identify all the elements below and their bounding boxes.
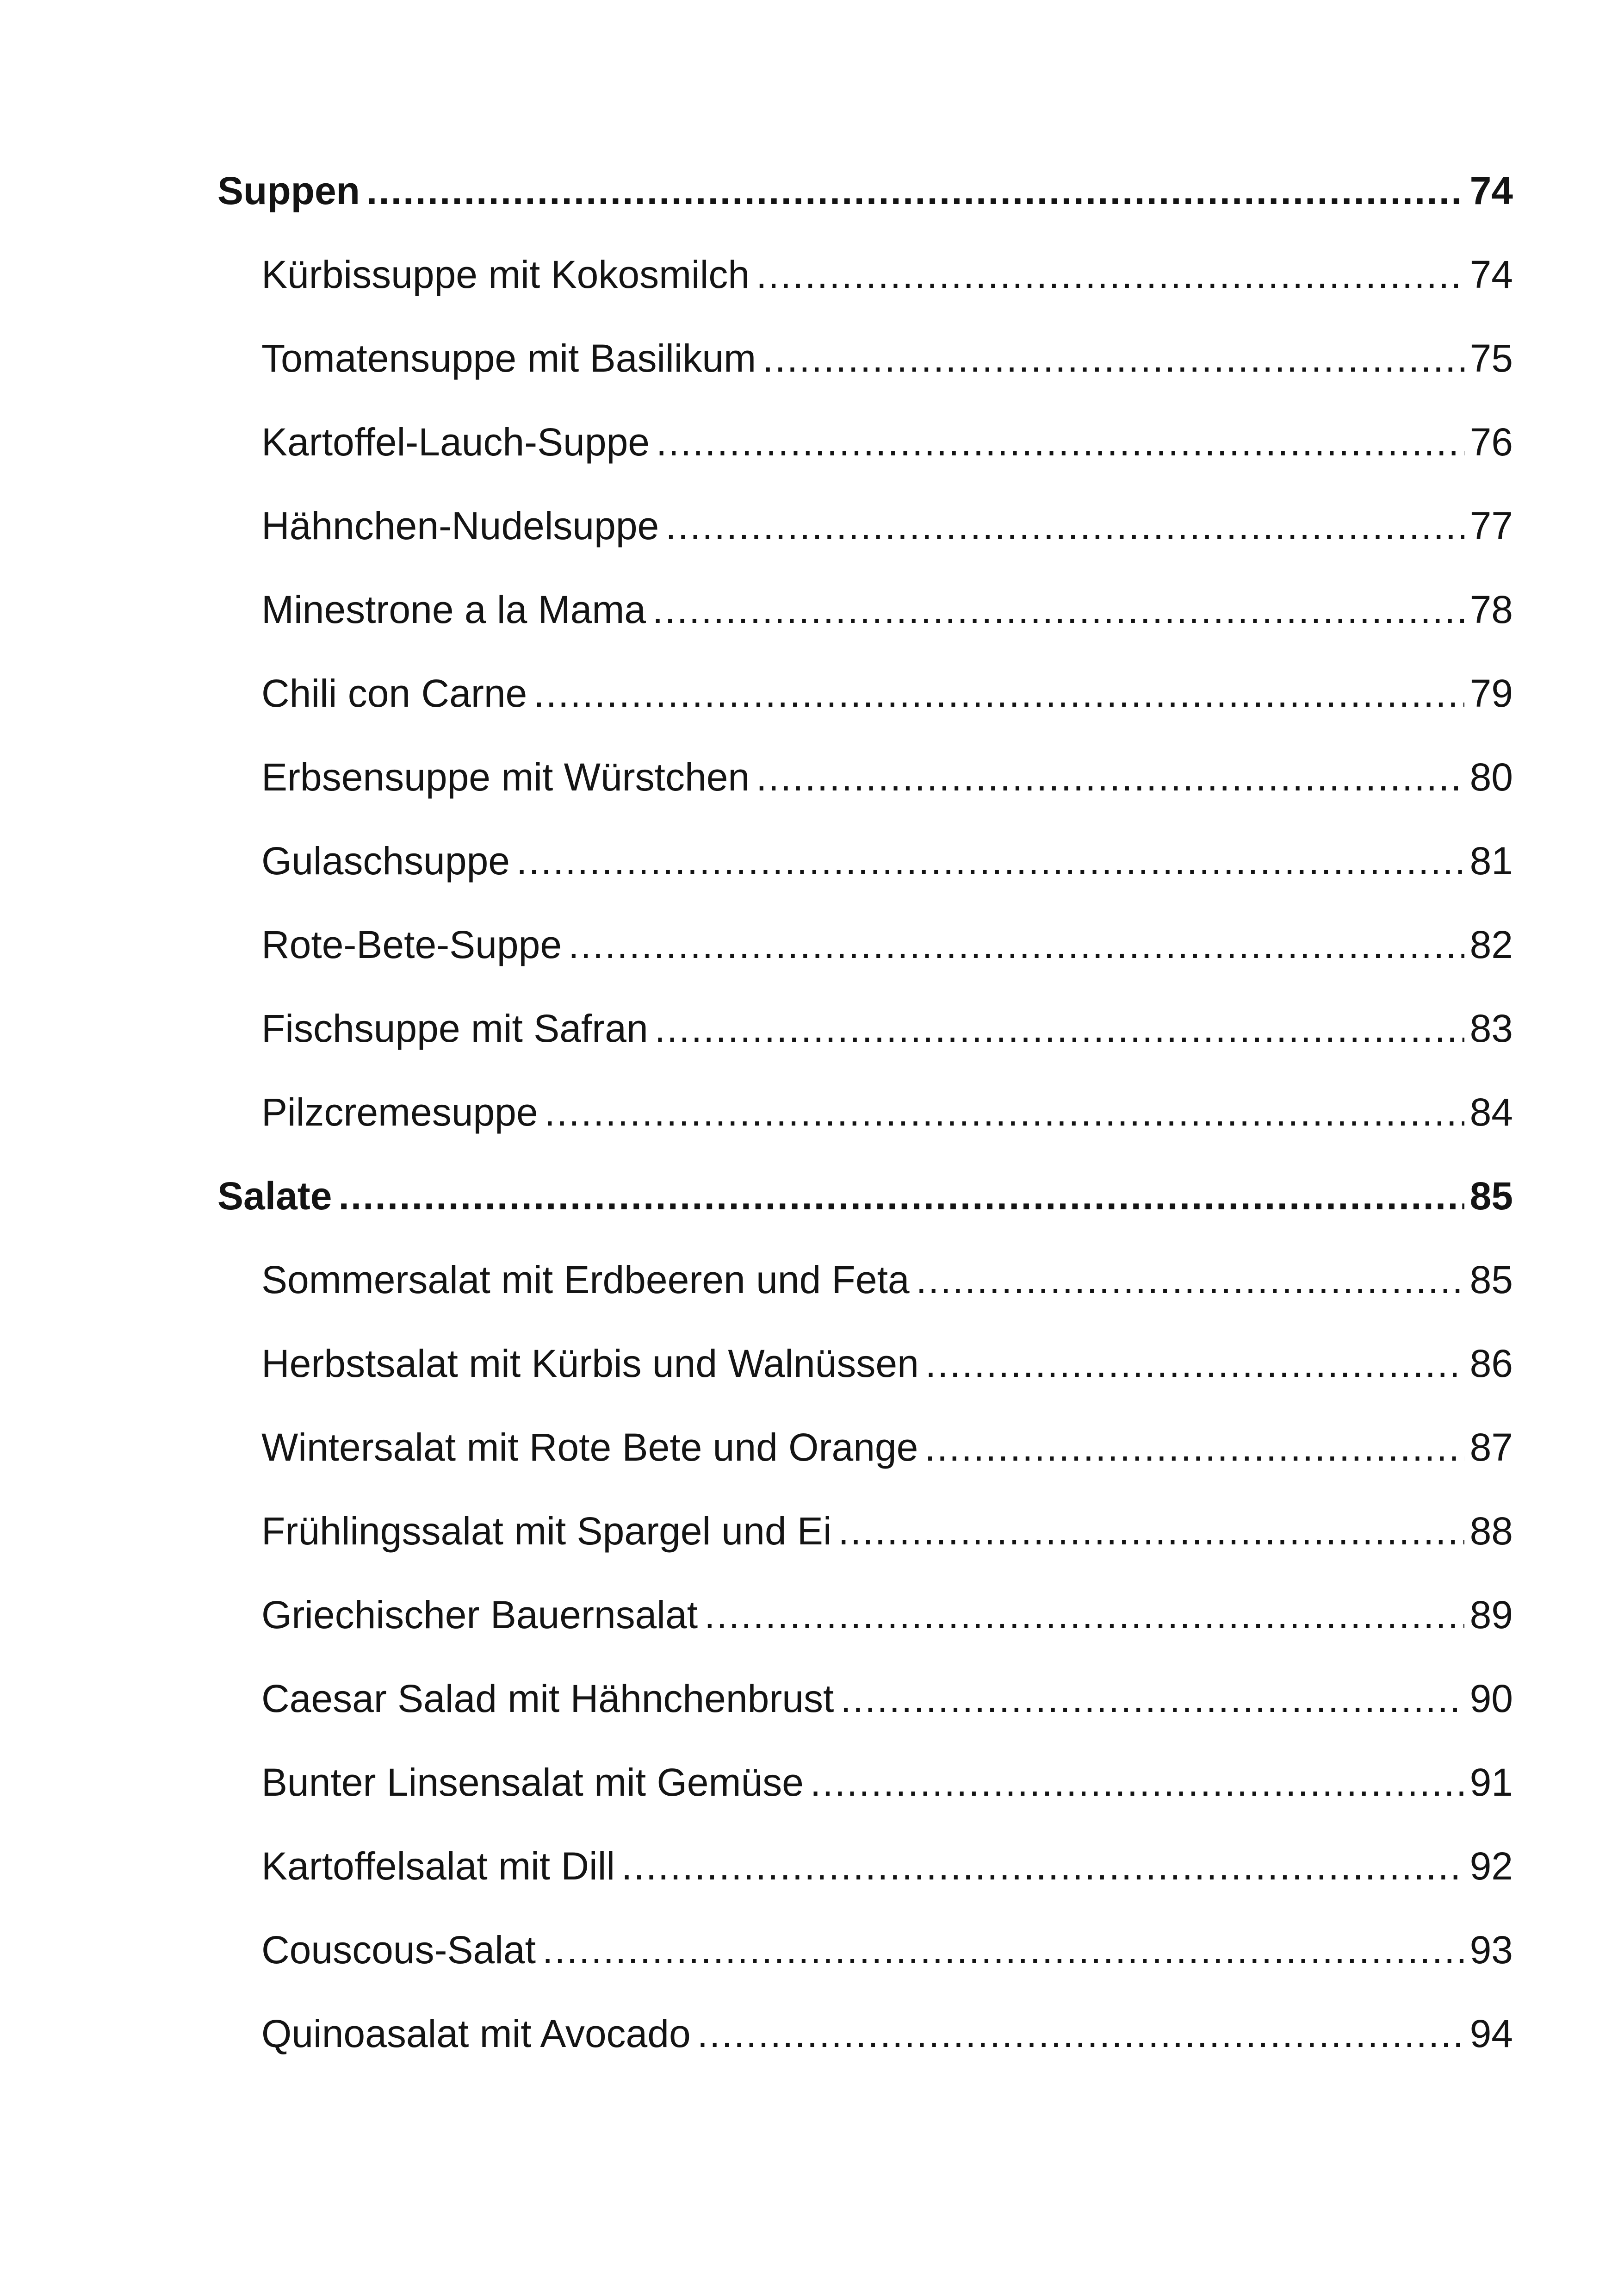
toc-entry[interactable] — [217, 336, 1513, 423]
entry-title: Sommersalat mit Erdbeeren und Feta — [261, 1258, 910, 1301]
toc-entry[interactable] — [217, 1509, 1513, 1595]
toc-entry[interactable] — [217, 674, 1513, 758]
dot-leader — [568, 925, 1464, 964]
entry-title: Hähnchen-Nudelsuppe — [261, 504, 659, 548]
entry-title: Bunter Linsensalat mit Gemüse — [261, 1761, 804, 1804]
table-of-contents — [217, 171, 1513, 2098]
toc-entry[interactable] — [217, 1425, 1513, 1512]
chapter-title: Salate — [217, 1174, 332, 1218]
entry-title: Frühlingssalat mit Spargel und Ei — [261, 1509, 832, 1553]
entry-page-number: 78 — [1469, 588, 1513, 631]
dot-leader — [697, 2014, 1464, 2053]
toc-entry[interactable] — [217, 2014, 1513, 2098]
chapter-page-number: 85 — [1469, 1174, 1513, 1218]
entry-page-number: 81 — [1469, 839, 1513, 883]
entry-page-number: 93 — [1469, 1928, 1513, 1972]
toc-entry[interactable] — [217, 506, 1513, 590]
dot-leader — [756, 758, 1464, 796]
entry-page-number: 77 — [1469, 504, 1513, 548]
entry-title: Couscous-Salat — [261, 1928, 536, 1972]
toc-section-salate — [217, 1176, 1513, 2098]
toc-entry[interactable] — [217, 1595, 1513, 1679]
toc-entry[interactable] — [217, 841, 1513, 925]
entry-page-number: 87 — [1469, 1425, 1513, 1469]
dot-leader — [925, 1344, 1464, 1383]
dot-leader — [838, 1512, 1464, 1550]
toc-chapter-heading[interactable] — [217, 1176, 1513, 1260]
toc-entry[interactable] — [217, 1090, 1513, 1176]
entry-page-number: 84 — [1469, 1090, 1513, 1134]
chapter-title: Suppen — [217, 169, 360, 212]
entry-title: Fischsuppe mit Safran — [261, 1007, 648, 1050]
entry-page-number: 83 — [1469, 1007, 1513, 1050]
toc-entry[interactable] — [217, 925, 1513, 1009]
entry-title: Caesar Salad mit Hähnchenbrust — [261, 1677, 834, 1720]
dot-leader — [652, 590, 1464, 629]
toc-entry[interactable] — [217, 1763, 1513, 1847]
toc-entry[interactable] — [217, 590, 1513, 674]
entry-title: Gulaschsuppe — [261, 839, 510, 883]
entry-title: Kartoffel-Lauch-Suppe — [261, 420, 650, 464]
dot-leader — [924, 1428, 1464, 1467]
dot-leader — [516, 841, 1464, 880]
entry-page-number: 85 — [1469, 1258, 1513, 1301]
entry-page-number: 82 — [1469, 923, 1513, 966]
entry-title: Wintersalat mit Rote Bete und Orange — [261, 1425, 918, 1469]
toc-entry[interactable] — [217, 420, 1513, 506]
entry-page-number: 79 — [1469, 672, 1513, 715]
chapter-page-number: 74 — [1469, 169, 1513, 212]
entry-title: Herbstsalat mit Kürbis und Walnüssen — [261, 1342, 919, 1385]
entry-page-number: 91 — [1469, 1761, 1513, 1804]
toc-entry[interactable] — [217, 755, 1513, 841]
entry-title: Tomatensuppe mit Basilikum — [261, 336, 756, 380]
dot-leader — [656, 423, 1464, 461]
dot-leader — [621, 1847, 1464, 1885]
entry-title: Chili con Carne — [261, 672, 527, 715]
dot-leader — [916, 1260, 1464, 1299]
toc-entry[interactable] — [217, 255, 1513, 339]
dot-leader — [366, 171, 1464, 210]
toc-entry[interactable] — [217, 1844, 1513, 1930]
entry-title: Quinoasalat mit Avocado — [261, 2012, 691, 2055]
toc-entry[interactable] — [217, 1344, 1513, 1428]
dot-leader — [704, 1595, 1464, 1634]
dot-leader — [763, 339, 1464, 378]
entry-title: Erbsensuppe mit Würstchen — [261, 755, 750, 799]
dot-leader — [545, 1093, 1464, 1132]
dot-leader — [339, 1176, 1464, 1215]
entry-page-number: 88 — [1469, 1509, 1513, 1553]
dot-leader — [533, 674, 1464, 713]
toc-section-suppen — [217, 171, 1513, 1176]
toc-entry[interactable] — [217, 1930, 1513, 2014]
dot-leader — [665, 506, 1464, 545]
entry-title: Rote-Bete-Suppe — [261, 923, 562, 966]
entry-title: Griechischer Bauernsalat — [261, 1593, 698, 1636]
toc-chapter-heading[interactable] — [217, 171, 1513, 255]
toc-entry[interactable] — [217, 1009, 1513, 1093]
toc-entry[interactable] — [217, 1679, 1513, 1763]
entry-page-number: 89 — [1469, 1593, 1513, 1636]
entry-page-number: 76 — [1469, 420, 1513, 464]
dot-leader — [756, 255, 1464, 294]
entry-page-number: 86 — [1469, 1342, 1513, 1385]
entry-title: Kartoffelsalat mit Dill — [261, 1844, 615, 1888]
entry-title: Pilzcremesuppe — [261, 1090, 538, 1134]
entry-page-number: 90 — [1469, 1677, 1513, 1720]
entry-page-number: 75 — [1469, 336, 1513, 380]
dot-leader — [810, 1763, 1464, 1802]
toc-entry[interactable] — [217, 1260, 1513, 1344]
entry-page-number: 92 — [1469, 1844, 1513, 1888]
dot-leader — [655, 1009, 1464, 1048]
dot-leader — [542, 1930, 1464, 1969]
entry-page-number: 80 — [1469, 755, 1513, 799]
entry-page-number: 94 — [1469, 2012, 1513, 2055]
entry-page-number: 74 — [1469, 253, 1513, 296]
entry-title: Minestrone a la Mama — [261, 588, 646, 631]
entry-title: Kürbissuppe mit Kokosmilch — [261, 253, 750, 296]
dot-leader — [840, 1679, 1464, 1718]
